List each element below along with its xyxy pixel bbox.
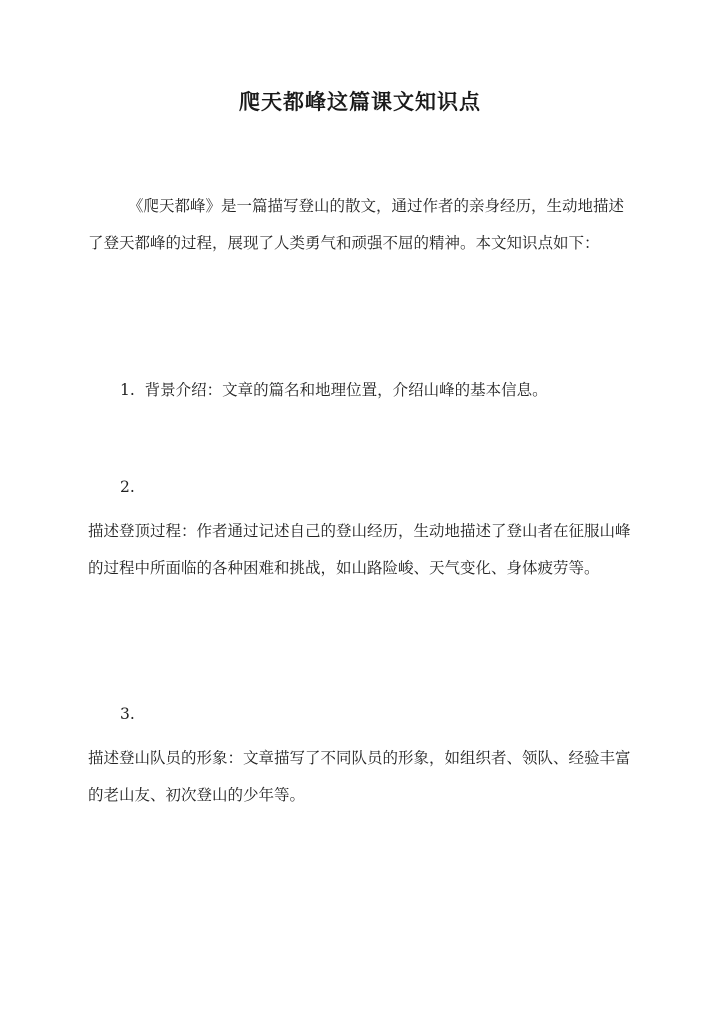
- list-item-text: 背景介绍：文章的篇名和地理位置，介绍山峰的基本信息。: [144, 381, 548, 399]
- list-item-2-text: 描述登顶过程：作者通过记述自己的登山经历，生动地描述了登山者在征服山峰的过程中所面临的各种困难和挑战，如山路险峻、天气变化、身体疲劳等。: [88, 522, 631, 577]
- list-item-3-text: 描述登山队员的形象：文章描写了不同队员的形象，如组织者、领队、经验丰富的老山友、初次登山的少年等。: [88, 749, 631, 804]
- document-title: 爬天都峰这篇课文知识点: [239, 89, 481, 114]
- list-item-3-number: 3.: [120, 705, 135, 723]
- list-item-2-number: 2.: [120, 478, 135, 496]
- list-item-1: [120, 372, 640, 409]
- intro-paragraph: 《爬天都峰》是一篇描写登山的散文，通过作者的亲身经历，生动地描述了登天都峰的过程，展现了人类勇气和顽强不屈的精神。本文知识点如下：: [88, 197, 625, 252]
- list-item-number: 1.: [120, 381, 135, 399]
